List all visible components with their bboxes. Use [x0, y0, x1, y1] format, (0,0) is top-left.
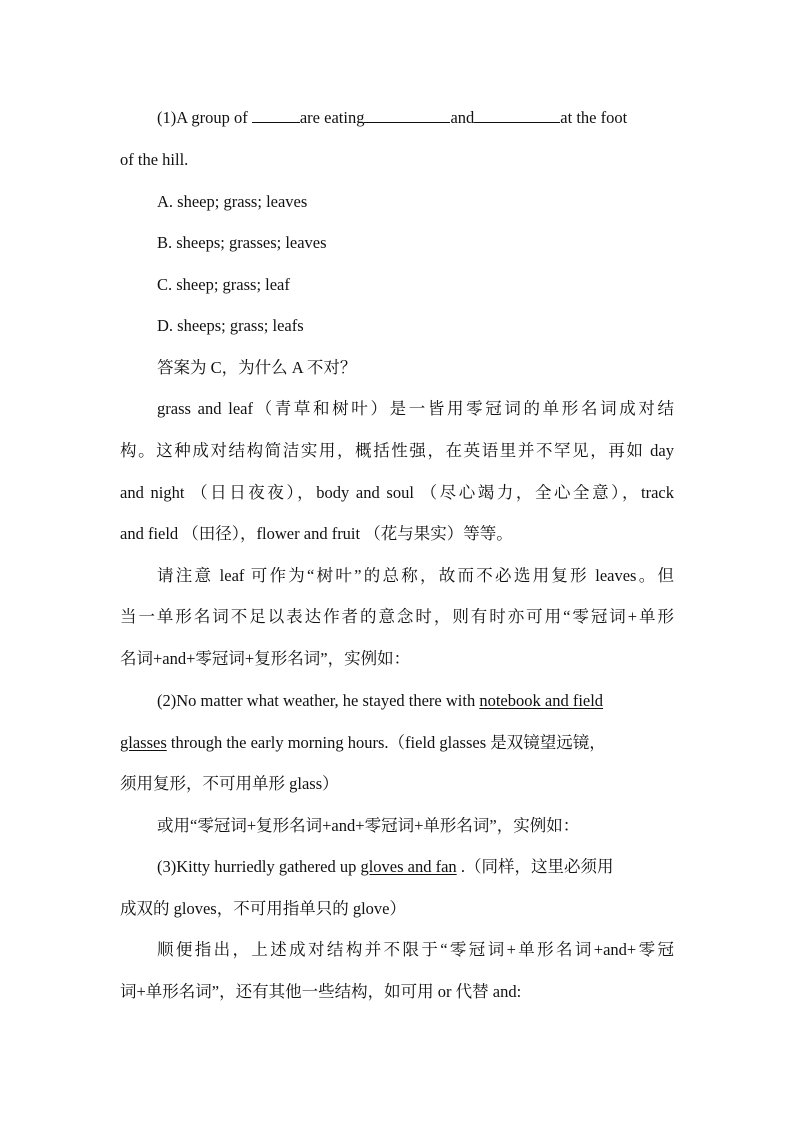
example-2-prefix: (2)No matter what weather, he stayed there with [157, 691, 476, 710]
question-1-text-2: are eating [299, 108, 365, 127]
answer-blank-3 [474, 108, 560, 123]
option-c: C. sheep; grass; leaf [157, 275, 290, 294]
paragraph-1-line-3: and night （日日夜夜），body and soul （尽心竭力，全心全意），track [120, 483, 674, 502]
answer-blank-1 [252, 108, 300, 123]
example-2-line-2 [120, 733, 674, 753]
paragraph-4-line-1: 顺便指出，上述成对结构并不限于“零冠词+单形名词+and+零冠 [157, 940, 674, 959]
question-1-prefix: (1)A group of [157, 108, 248, 127]
example-2-underlined-word: glasses [120, 733, 167, 752]
example-2-suffix: through the early morning hours.（field glasses 是双镜望远镜， [166, 733, 606, 752]
paragraph-1-line-2: 构。这种成对结构简洁实用，概括性强，在英语里并不罕见，再如 day [120, 441, 674, 460]
example-3-underlined-phrase: gloves and fan [360, 857, 457, 876]
example-3-suffix: .（同样，这里必须用 [456, 857, 614, 876]
question-1-text-4: at the foot [560, 108, 628, 127]
paragraph-3: 或用“零冠词+复形名词+and+零冠词+单形名词”，实例如： [157, 816, 580, 835]
paragraph-2-line-3: 名词+and+零冠词+复形名词”，实例如： [120, 649, 411, 668]
example-3-line-1 [157, 857, 674, 877]
example-3-line-2: 成双的 gloves，不可用指单只的 glove） [120, 899, 406, 918]
question-1-line-2: of the hill. [120, 150, 189, 169]
example-2-underlined-phrase: notebook and field [479, 691, 604, 710]
example-2-line-1 [157, 691, 674, 711]
paragraph-2-line-2: 当一单形名词不足以表达作者的意念时，则有时亦可用“零冠词+单形 [120, 607, 674, 626]
example-2-line-3: 须用复形，不可用单形 glass） [120, 774, 339, 793]
question-1-line-1 [157, 108, 674, 128]
answer-blank-2 [364, 108, 450, 123]
option-b: B. sheeps; grasses; leaves [157, 233, 327, 252]
paragraph-2-line-1: 请注意 leaf 可作为“树叶”的总称，故而不必选用复形 leaves。但 [157, 566, 674, 585]
option-d: D. sheeps; grass; leafs [157, 316, 304, 335]
question-1-text-3: and [450, 108, 475, 127]
paragraph-4-line-2: 词+单形名词”，还有其他一些结构，如可用 or 代替 and: [120, 982, 522, 1001]
paragraph-1-line-1: grass and leaf（青草和树叶）是一皆用零冠词的单形名词成对结 [157, 399, 674, 418]
answer-line: 答案为 C，为什么 A 不对？ [157, 358, 357, 377]
paragraph-1-line-4: and field （田径），flower and fruit （花与果实）等等。 [120, 524, 513, 543]
example-3-prefix: (3)Kitty hurriedly gathered up [157, 857, 361, 876]
option-a: A. sheep; grass; leaves [157, 192, 308, 211]
